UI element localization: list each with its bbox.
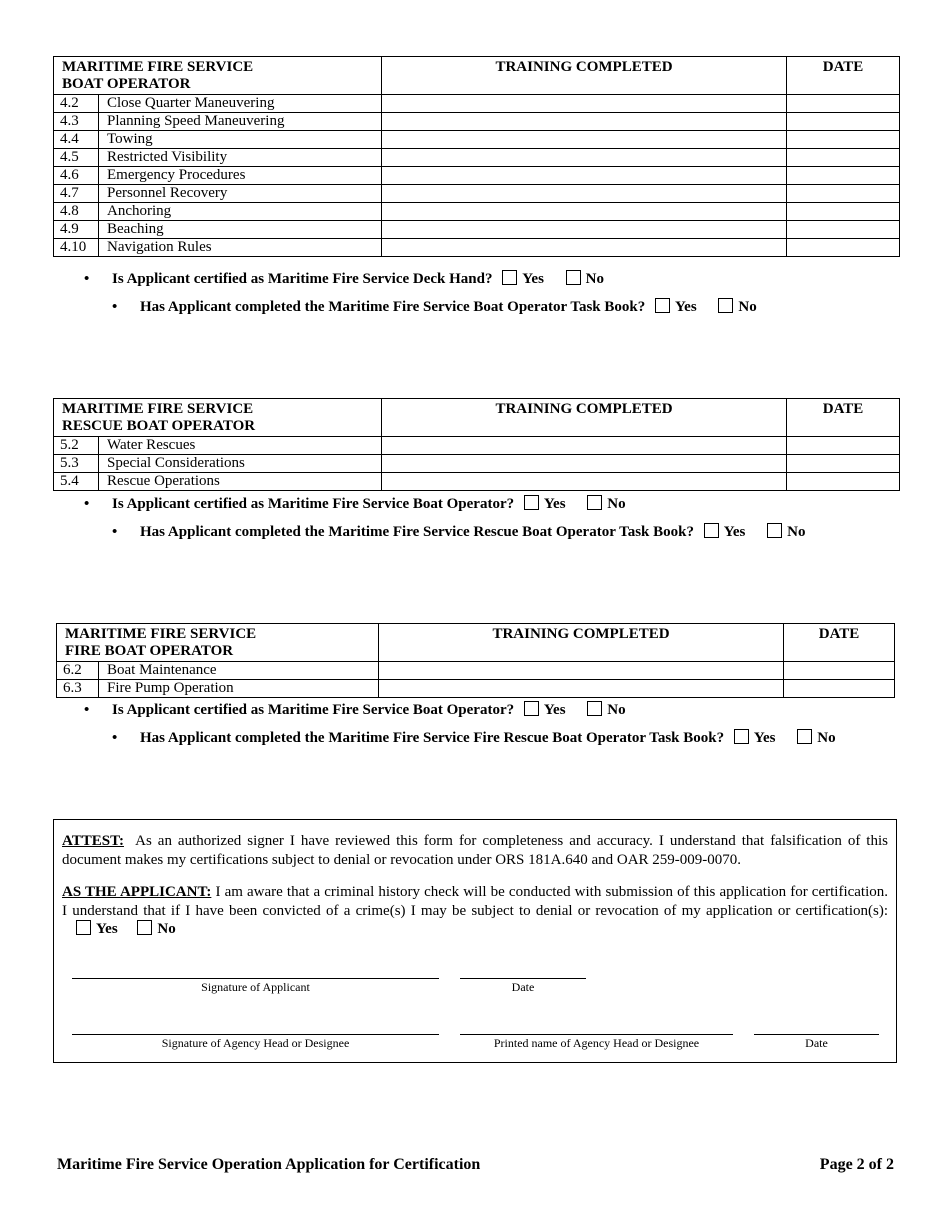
no-label: No bbox=[607, 496, 626, 512]
yes-checkbox[interactable] bbox=[734, 729, 749, 744]
training-completed-header: TRAINING COMPLETED bbox=[379, 624, 784, 662]
applicant-heading: AS THE APPLICANT: bbox=[62, 884, 212, 900]
training-completed-cell[interactable] bbox=[382, 167, 787, 185]
row-label: Towing bbox=[99, 131, 382, 149]
row-number: 4.8 bbox=[54, 203, 99, 221]
training-completed-header: TRAINING COMPLETED bbox=[382, 399, 787, 437]
table-row bbox=[54, 221, 900, 239]
row-label: Special Considerations bbox=[99, 455, 382, 473]
training-completed-cell[interactable] bbox=[382, 437, 787, 455]
no-checkbox[interactable] bbox=[587, 701, 602, 716]
no-checkbox[interactable] bbox=[767, 523, 782, 538]
row-label: Planning Speed Maneuvering bbox=[99, 113, 382, 131]
applicant-signature-line[interactable] bbox=[72, 978, 439, 979]
training-completed-cell[interactable] bbox=[382, 185, 787, 203]
no-checkbox[interactable] bbox=[137, 920, 152, 935]
no-label: No bbox=[738, 299, 757, 315]
row-number: 6.2 bbox=[57, 662, 99, 680]
section-title-line2: BOAT OPERATOR bbox=[62, 76, 191, 92]
yes-label: Yes bbox=[522, 271, 544, 287]
no-checkbox[interactable] bbox=[797, 729, 812, 744]
agency-signature-line[interactable] bbox=[72, 1034, 439, 1035]
bullet-icon: • bbox=[112, 524, 118, 540]
date-cell[interactable] bbox=[787, 149, 900, 167]
agency-signature-label: Signature of Agency Head or Designee bbox=[161, 1036, 350, 1050]
question-text: Is Applicant certified as Maritime Fire Service Boat Operator? bbox=[112, 496, 515, 512]
date-header: DATE bbox=[787, 399, 900, 437]
applicant-date-label: Date bbox=[511, 980, 535, 994]
yes-checkbox[interactable] bbox=[524, 495, 539, 510]
row-number: 4.9 bbox=[54, 221, 99, 239]
section-title bbox=[54, 57, 382, 95]
no-label: No bbox=[817, 730, 836, 746]
row-label: Beaching bbox=[99, 221, 382, 239]
boat-operator-table bbox=[53, 56, 900, 257]
table-header-row bbox=[57, 624, 895, 662]
question-fire-boat-certified bbox=[84, 701, 626, 719]
training-completed-cell[interactable] bbox=[382, 221, 787, 239]
yes-label: Yes bbox=[723, 524, 746, 540]
yes-label: Yes bbox=[543, 496, 566, 512]
fire-boat-operator-table bbox=[56, 623, 895, 698]
row-number: 4.2 bbox=[54, 95, 99, 113]
table-row bbox=[54, 149, 900, 167]
table-row bbox=[54, 203, 900, 221]
training-completed-cell[interactable] bbox=[382, 113, 787, 131]
table-row bbox=[54, 95, 900, 113]
no-label: No bbox=[585, 271, 605, 287]
row-label: Anchoring bbox=[99, 203, 382, 221]
yes-checkbox[interactable] bbox=[704, 523, 719, 538]
bullet-icon: • bbox=[84, 702, 90, 718]
bullet-icon: • bbox=[112, 730, 118, 746]
row-number: 5.3 bbox=[54, 455, 99, 473]
row-label: Close Quarter Maneuvering bbox=[99, 95, 382, 113]
row-number: 4.4 bbox=[54, 131, 99, 149]
date-cell[interactable] bbox=[784, 680, 895, 698]
agency-date-label: Date bbox=[805, 1036, 828, 1050]
table-row bbox=[54, 473, 900, 491]
printed-name-label: Printed name of Agency Head or Designee bbox=[493, 1036, 700, 1050]
training-completed-cell[interactable] bbox=[382, 455, 787, 473]
row-label: Emergency Procedures bbox=[99, 167, 382, 185]
question-rescue-taskbook bbox=[112, 523, 806, 541]
row-number: 4.7 bbox=[54, 185, 99, 203]
table-header-row bbox=[54, 399, 900, 437]
no-checkbox[interactable] bbox=[718, 298, 733, 313]
rescue-boat-operator-table bbox=[53, 398, 900, 491]
training-completed-cell[interactable] bbox=[379, 680, 784, 698]
table-row bbox=[54, 167, 900, 185]
table-row bbox=[54, 131, 900, 149]
section-title-line1: MARITIME FIRE SERVICE bbox=[62, 401, 254, 417]
no-checkbox[interactable] bbox=[566, 270, 581, 285]
applicant-paragraph bbox=[62, 883, 888, 939]
row-label: Fire Pump Operation bbox=[99, 680, 379, 698]
row-number: 4.5 bbox=[54, 149, 99, 167]
date-cell[interactable] bbox=[784, 662, 895, 680]
date-cell[interactable] bbox=[787, 203, 900, 221]
training-completed-cell[interactable] bbox=[382, 473, 787, 491]
question-boat-operator-taskbook bbox=[112, 298, 757, 316]
table-row bbox=[54, 239, 900, 257]
yes-label: Yes bbox=[96, 921, 118, 937]
training-completed-cell[interactable] bbox=[382, 95, 787, 113]
table-row bbox=[54, 113, 900, 131]
yes-checkbox[interactable] bbox=[655, 298, 670, 313]
row-number: 4.3 bbox=[54, 113, 99, 131]
question-text: Has Applicant completed the Maritime Fire Service Rescue Boat Operator Task Book? bbox=[140, 524, 694, 540]
date-cell[interactable] bbox=[787, 239, 900, 257]
no-label: No bbox=[607, 702, 626, 718]
printed-name-line[interactable] bbox=[460, 1034, 733, 1035]
no-checkbox[interactable] bbox=[587, 495, 602, 510]
page-number: Page 2 of 2 bbox=[819, 1156, 894, 1173]
table-row bbox=[54, 185, 900, 203]
question-fire-rescue-taskbook bbox=[112, 729, 836, 747]
question-text: Has Applicant completed the Maritime Fire Service Fire Rescue Boat Operator Task Book? bbox=[140, 730, 725, 746]
row-number: 5.2 bbox=[54, 437, 99, 455]
attest-paragraph bbox=[62, 832, 888, 869]
section-title-line1: MARITIME FIRE SERVICE bbox=[65, 626, 257, 642]
attest-text: As an authorized signer I have reviewed this form for completeness and accuracy. I understand that falsification of this document makes my certifications subject to denial or revocation under ORS 181A.640 and OAR 259-009-0070. bbox=[62, 833, 888, 868]
row-label: Rescue Operations bbox=[99, 473, 382, 491]
question-text: Has Applicant completed the Maritime Fire Service Boat Operator Task Book? bbox=[140, 299, 646, 315]
question-text: Is Applicant certified as Maritime Fire Service Boat Operator? bbox=[112, 702, 515, 718]
date-cell[interactable] bbox=[787, 167, 900, 185]
bullet-icon: • bbox=[112, 299, 118, 315]
row-label: Boat Maintenance bbox=[99, 662, 379, 680]
training-completed-cell[interactable] bbox=[379, 662, 784, 680]
row-label: Restricted Visibility bbox=[99, 149, 382, 167]
yes-checkbox[interactable] bbox=[76, 920, 91, 935]
yes-checkbox[interactable] bbox=[502, 270, 517, 285]
question-text: Is Applicant certified as Maritime Fire Service Deck Hand? bbox=[112, 271, 493, 287]
agency-date-line[interactable] bbox=[754, 1034, 879, 1035]
section-title-line2: FIRE BOAT OPERATOR bbox=[65, 643, 234, 659]
date-cell[interactable] bbox=[787, 95, 900, 113]
question-boat-operator-certified bbox=[84, 495, 626, 513]
applicant-text: I am aware that a criminal history check will be conducted with submission of this application for certification. I understand that if I have been convicted of a crime(s) I may be subject to denial or revocation of my application or certification(s): bbox=[62, 884, 889, 919]
attest-box bbox=[53, 819, 897, 1063]
no-label: No bbox=[157, 921, 176, 937]
section-title-line2: RESCUE BOAT OPERATOR bbox=[62, 418, 256, 434]
training-completed-header: TRAINING COMPLETED bbox=[382, 57, 787, 95]
row-label: Navigation Rules bbox=[99, 239, 382, 257]
yes-checkbox[interactable] bbox=[524, 701, 539, 716]
yes-label: Yes bbox=[675, 299, 697, 315]
date-header: DATE bbox=[787, 57, 900, 95]
date-header: DATE bbox=[784, 624, 895, 662]
date-cell[interactable] bbox=[787, 437, 900, 455]
no-label: No bbox=[787, 524, 806, 540]
row-number: 6.3 bbox=[57, 680, 99, 698]
training-completed-cell[interactable] bbox=[382, 131, 787, 149]
date-cell[interactable] bbox=[787, 473, 900, 491]
section-title bbox=[54, 399, 382, 437]
yes-label: Yes bbox=[753, 730, 776, 746]
date-cell[interactable] bbox=[787, 185, 900, 203]
row-label: Water Rescues bbox=[99, 437, 382, 455]
section-title-line1: MARITIME FIRE SERVICE bbox=[62, 59, 254, 75]
table-row bbox=[54, 437, 900, 455]
section-title bbox=[57, 624, 379, 662]
applicant-signature-label: Signature of Applicant bbox=[201, 980, 310, 994]
row-number: 4.6 bbox=[54, 167, 99, 185]
table-header-row bbox=[54, 57, 900, 95]
yes-label: Yes bbox=[543, 702, 566, 718]
row-number: 4.10 bbox=[54, 239, 99, 257]
date-cell[interactable] bbox=[787, 221, 900, 239]
date-cell[interactable] bbox=[787, 455, 900, 473]
training-completed-cell[interactable] bbox=[382, 149, 787, 167]
table-row bbox=[57, 662, 895, 680]
table-row bbox=[57, 680, 895, 698]
date-cell[interactable] bbox=[787, 113, 900, 131]
training-completed-cell[interactable] bbox=[382, 239, 787, 257]
attest-heading: ATTEST: bbox=[62, 833, 124, 849]
date-cell[interactable] bbox=[787, 131, 900, 149]
row-label: Personnel Recovery bbox=[99, 185, 382, 203]
applicant-date-line[interactable] bbox=[460, 978, 586, 979]
bullet-icon: • bbox=[84, 496, 90, 512]
table-row bbox=[54, 455, 900, 473]
question-deck-hand bbox=[84, 270, 604, 288]
training-completed-cell[interactable] bbox=[382, 203, 787, 221]
row-number: 5.4 bbox=[54, 473, 99, 491]
bullet-icon: • bbox=[84, 271, 90, 287]
footer-title: Maritime Fire Service Operation Application for Certification bbox=[57, 1156, 481, 1173]
